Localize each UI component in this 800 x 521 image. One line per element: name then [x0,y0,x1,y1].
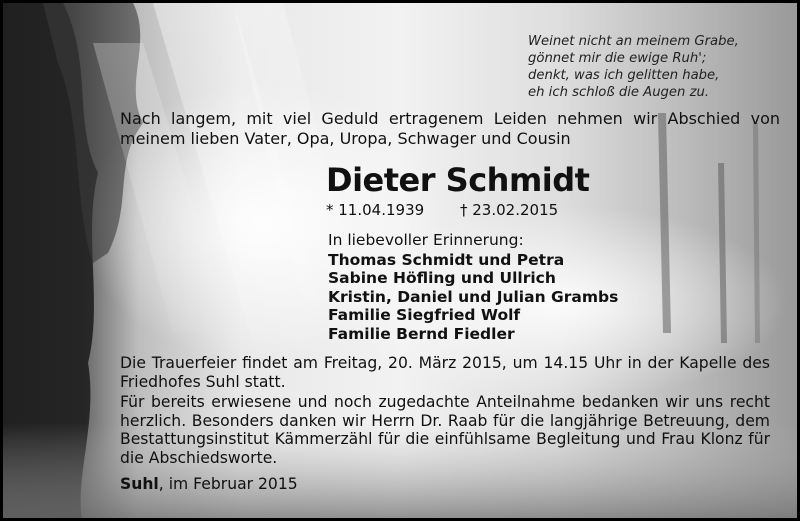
mourner-entry: Sabine Höfling und Ullrich [328,269,556,288]
poem-verse [528,33,778,101]
poem-line: gönnet mir die ewige Ruh'; [528,51,707,66]
mourner-entry: Thomas Schmidt und Petra [328,251,565,269]
mourner-entry: Familie Siegfried Wolf [328,306,521,325]
mourners-list [328,251,618,343]
poem-line: eh ich schloß die Augen zu. [528,85,710,100]
deceased-name: Dieter Schmidt [326,161,590,199]
birth-date: * 11.04.1939 [326,201,425,219]
place-name: Suhl [120,475,159,493]
mourner-entry: Familie Bernd Fiedler [328,324,515,343]
death-date: † 23.02.2015 [460,201,559,219]
place-date: , im Februar 2015 [158,475,298,493]
farewell-intro: Nach langem, mit viel Geduld ertragenem Leiden nehmen wir Abschied von meinem lieben Vater, Opa, Uropa, Schwager und Cousin [120,109,780,148]
poem-line: Weinet nicht an meinem Grabe, [528,34,739,49]
funeral-service-info: Die Trauerfeier findet am Freitag, 20. März 2015, um 14.15 Uhr in der Kapelle des Friedhofes Suhl statt. [120,354,770,391]
memory-heading: In liebevoller Erinnerung: [328,231,524,249]
thanks-paragraph: Für bereits erwiesene und noch zugedachte Anteilnahme bedanken wir uns recht herzlich. Besonders danken wir Herrn Dr. Raab für die langjährige Betreuung, dem Bestattungsinstitut Kämmerzähl für die einfühlsame Begleitung und Frau Klonz für die Abschiedsworte. [120,393,770,467]
place-and-date [120,475,298,493]
mourner-entry: Kristin, Daniel und Julian Grambs [328,287,619,306]
poem-line: denkt, was ich gelitten habe, [528,68,720,83]
